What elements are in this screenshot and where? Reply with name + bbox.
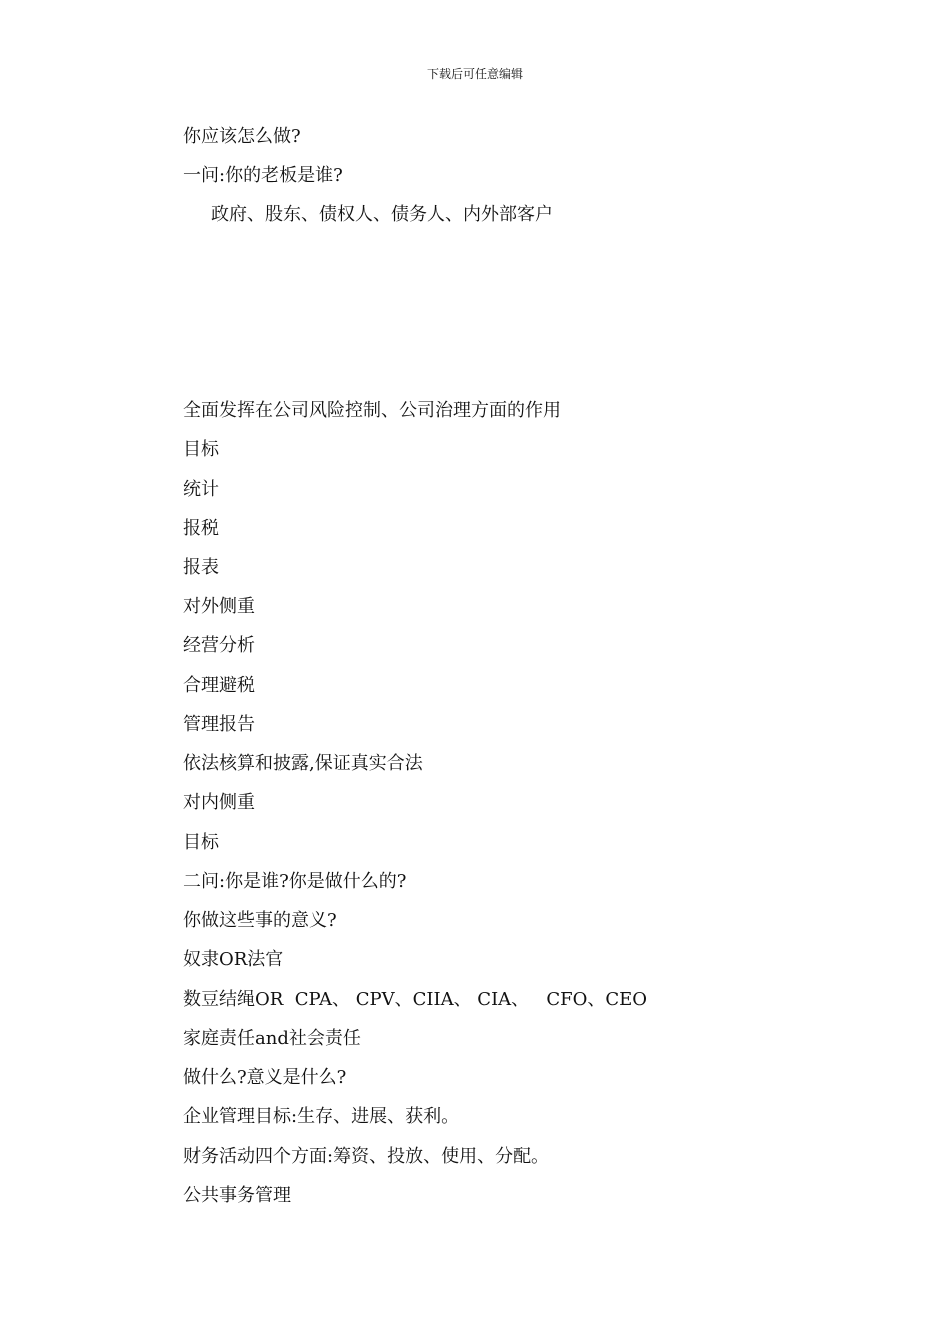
- text-line: 奴隶OR法官: [183, 949, 284, 970]
- text-line: 做什么?意义是什么?: [183, 1067, 347, 1088]
- text-line: 依法核算和披露,保证真实合法: [183, 753, 423, 774]
- text-line: 企业管理目标:生存、进展、获利。: [183, 1106, 460, 1127]
- page-header: 下载后可任意编辑: [426, 67, 523, 81]
- text-line: 管理报告: [183, 714, 255, 735]
- text-line: 家庭责任and社会责任: [183, 1028, 361, 1049]
- stakeholder-list: 政府、股东、债权人、债务人、内外部客户: [211, 204, 553, 225]
- question-two: 二问:你是谁?你是做什么的?: [183, 871, 407, 892]
- text-line: 公共事务管理: [183, 1185, 291, 1206]
- text-line: 目标: [183, 832, 219, 853]
- text-line: 经营分析: [183, 635, 255, 656]
- text-line: 目标: [183, 439, 219, 460]
- question-heading: 你应该怎么做?: [183, 126, 301, 147]
- text-line: 你做这些事的意义?: [183, 910, 337, 931]
- text-line: 全面发挥在公司风险控制、公司治理方面的作用: [183, 400, 561, 421]
- text-line: 数豆结绳OR CPA、 CPV、CIIA、 CIA、 CFO、CEO: [183, 989, 648, 1010]
- text-line: 对外侧重: [183, 596, 255, 617]
- question-one: 一问:你的老板是谁?: [183, 165, 343, 186]
- text-line: 报表: [183, 557, 219, 578]
- text-line: 统计: [183, 479, 219, 500]
- text-line: 合理避税: [183, 675, 255, 696]
- text-line: 报税: [183, 518, 219, 539]
- text-line: 财务活动四个方面:筹资、投放、使用、分配。: [183, 1146, 550, 1167]
- text-line: 对内侧重: [183, 792, 255, 813]
